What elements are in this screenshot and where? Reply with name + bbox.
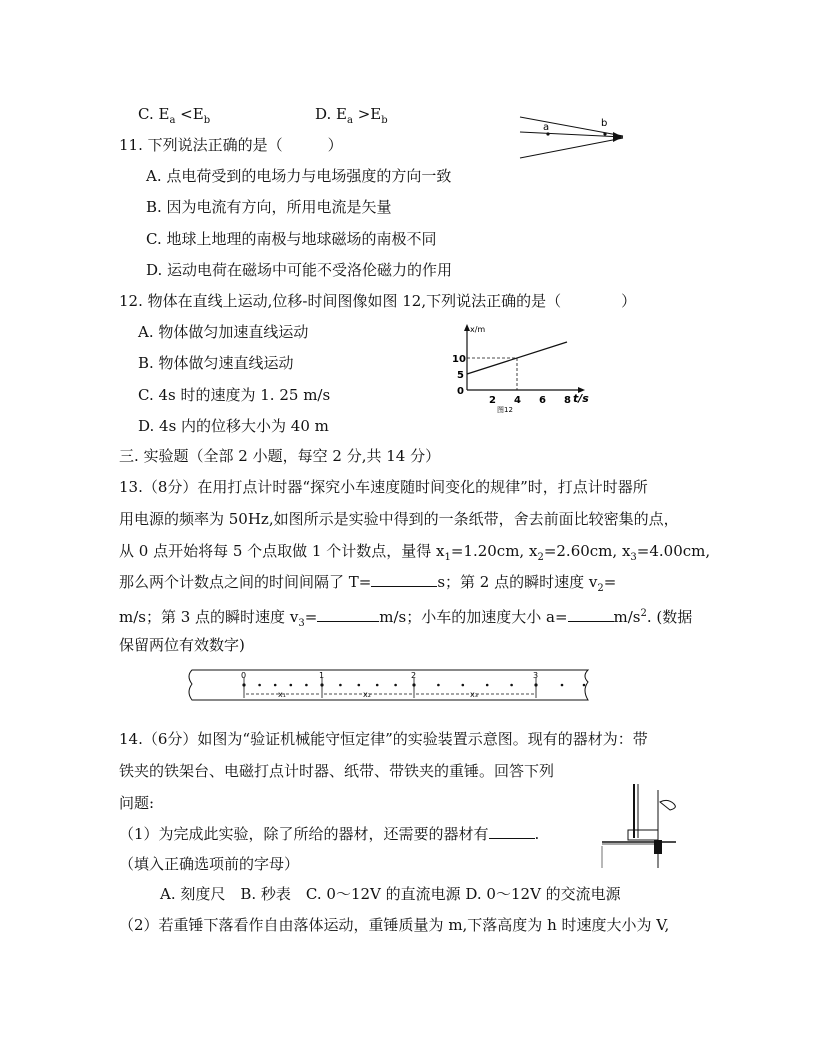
- q14-part2: （2）若重锤下落看作自由落体运动，重锤质量为 m,下落高度为 h 时速度大小为 V,: [119, 916, 670, 934]
- tape-dot: [462, 684, 465, 687]
- x-tick-label: 6: [539, 395, 546, 406]
- q11-option-b: B. 因为电流有方向，所用电流是矢量: [146, 198, 392, 216]
- y-tick-label: 5: [457, 370, 464, 381]
- segment-label: x₃: [470, 690, 478, 699]
- q13-line2: 用电源的频率为 50Hz,如图所示是实验中得到的一条纸带，舍去前面比较密集的点，: [119, 510, 679, 528]
- x-tick-label: 2: [489, 395, 496, 406]
- q11-stem: 11. 下列说法正确的是（ ）: [119, 136, 343, 154]
- q13-line3: 从 0 点开始将每 5 个点取做 1 个计数点，量得 $x_1=1.20cm$, $x_2=2.60cm$, $x_3=4.00cm$,: [119, 542, 711, 563]
- q14-part1: （1）为完成此实验，除了所给的器材，还需要的器材有 .: [119, 825, 540, 843]
- answer-blank-a[interactable]: [568, 607, 614, 622]
- answer-blank-T[interactable]: [371, 572, 437, 587]
- tape-dot: [437, 684, 440, 687]
- q12-stem: 12. 物体在直线上运动,位移-时间图像如图 12,下列说法正确的是（ ）: [119, 292, 637, 310]
- count-point-label: 1: [319, 671, 325, 680]
- q14-line2: 铁夹的铁架台、电磁打点计时器、纸带、带铁夹的重锤。回答下列: [119, 762, 555, 780]
- count-point: [242, 683, 245, 686]
- q13-line5: m/s；第 3 点的瞬时速度 $v_3= m/s$；小车的加速度大小 $a= m/s^2$. (数据: [119, 608, 693, 629]
- y-axis-label: x/m: [470, 325, 486, 334]
- q12-option-d: D. 4s 内的位移大小为 40 m: [138, 417, 329, 435]
- count-point-label: 2: [411, 671, 417, 680]
- q12-option-b: B. 物体做匀速直线运动: [138, 354, 294, 372]
- tape-dot: [274, 684, 277, 687]
- point-b-label: b: [601, 118, 608, 129]
- x-tick-label: 8: [564, 395, 571, 406]
- tape-dot: [290, 684, 293, 687]
- point-a-label: a: [543, 122, 550, 133]
- q12-option-a: A. 物体做匀加速直线运动: [138, 323, 309, 341]
- tape-dot: [486, 684, 489, 687]
- segment-label: x₂: [363, 690, 371, 699]
- section-heading: 三. 实验题（全部 2 小题，每空 2 分,共 14 分）: [119, 447, 441, 465]
- q14-part1-note: （填入正确选项前的字母）: [119, 855, 300, 873]
- q12-option-c: C. 4s 时的速度为 1. 25 m/s: [138, 386, 331, 404]
- q11-option-c: C. 地球上地理的南极与地球磁场的南极不同: [146, 230, 437, 248]
- count-point: [320, 683, 323, 686]
- q14-options: A. 刻度尺 B. 秒表 C. 0～12V 的直流电源 D. 0～12V 的交流电源: [160, 885, 621, 903]
- tape-dot: [510, 684, 513, 687]
- tape-dot: [305, 684, 308, 687]
- y-tick-label: 0: [457, 386, 464, 397]
- q14-line3: 问题:: [119, 794, 155, 812]
- q13-line6: 保留两位有效数字): [119, 636, 245, 654]
- tape-dot: [339, 684, 342, 687]
- tape-dot: [376, 684, 379, 687]
- x-axis-label: t/s: [573, 392, 589, 405]
- q11-option-d: D. 运动电荷在磁场中可能不受洛伦磁力的作用: [146, 261, 453, 279]
- y-tick-label: 10: [452, 354, 466, 365]
- apparatus-figure: [598, 780, 684, 870]
- count-point: [412, 683, 415, 686]
- tape-dot: [394, 684, 397, 687]
- count-point: [534, 683, 537, 686]
- q10-option-c: C. $E_a <E_b$: [138, 105, 211, 126]
- x-tick-label: 4: [514, 395, 521, 406]
- tape-dot: [583, 684, 586, 687]
- answer-blank-equipment[interactable]: [489, 824, 535, 839]
- count-point-label: 0: [241, 671, 247, 680]
- tape-dot: [358, 684, 361, 687]
- count-point-label: 3: [533, 671, 539, 680]
- q10-option-d: D. $E_a >E_b$: [315, 105, 388, 126]
- tape-dot: [561, 684, 564, 687]
- chart-caption: 图12: [497, 406, 513, 414]
- position-time-chart: [445, 322, 595, 414]
- q14-line1: 14.（6分）如图为“验证机械能守恒定律”的实验装置示意图。现有的器材为：带: [119, 730, 648, 748]
- q13-line1: 13.（8分）在用打点计时器“探究小车速度随时间变化的规律”时，打点计时器所: [119, 478, 648, 496]
- q13-line4: 那么两个计数点之间的时间间隔了 T= s；第 2 点的瞬时速度 $v_2=$: [119, 573, 617, 594]
- paper-tape-figure: [186, 666, 594, 704]
- segment-label: x₁: [278, 690, 286, 699]
- q11-option-a: A. 点电荷受到的电场力与电场强度的方向一致: [146, 167, 452, 185]
- answer-blank-v3[interactable]: [317, 607, 379, 622]
- field-lines-figure: [515, 112, 630, 164]
- tape-dot: [258, 684, 261, 687]
